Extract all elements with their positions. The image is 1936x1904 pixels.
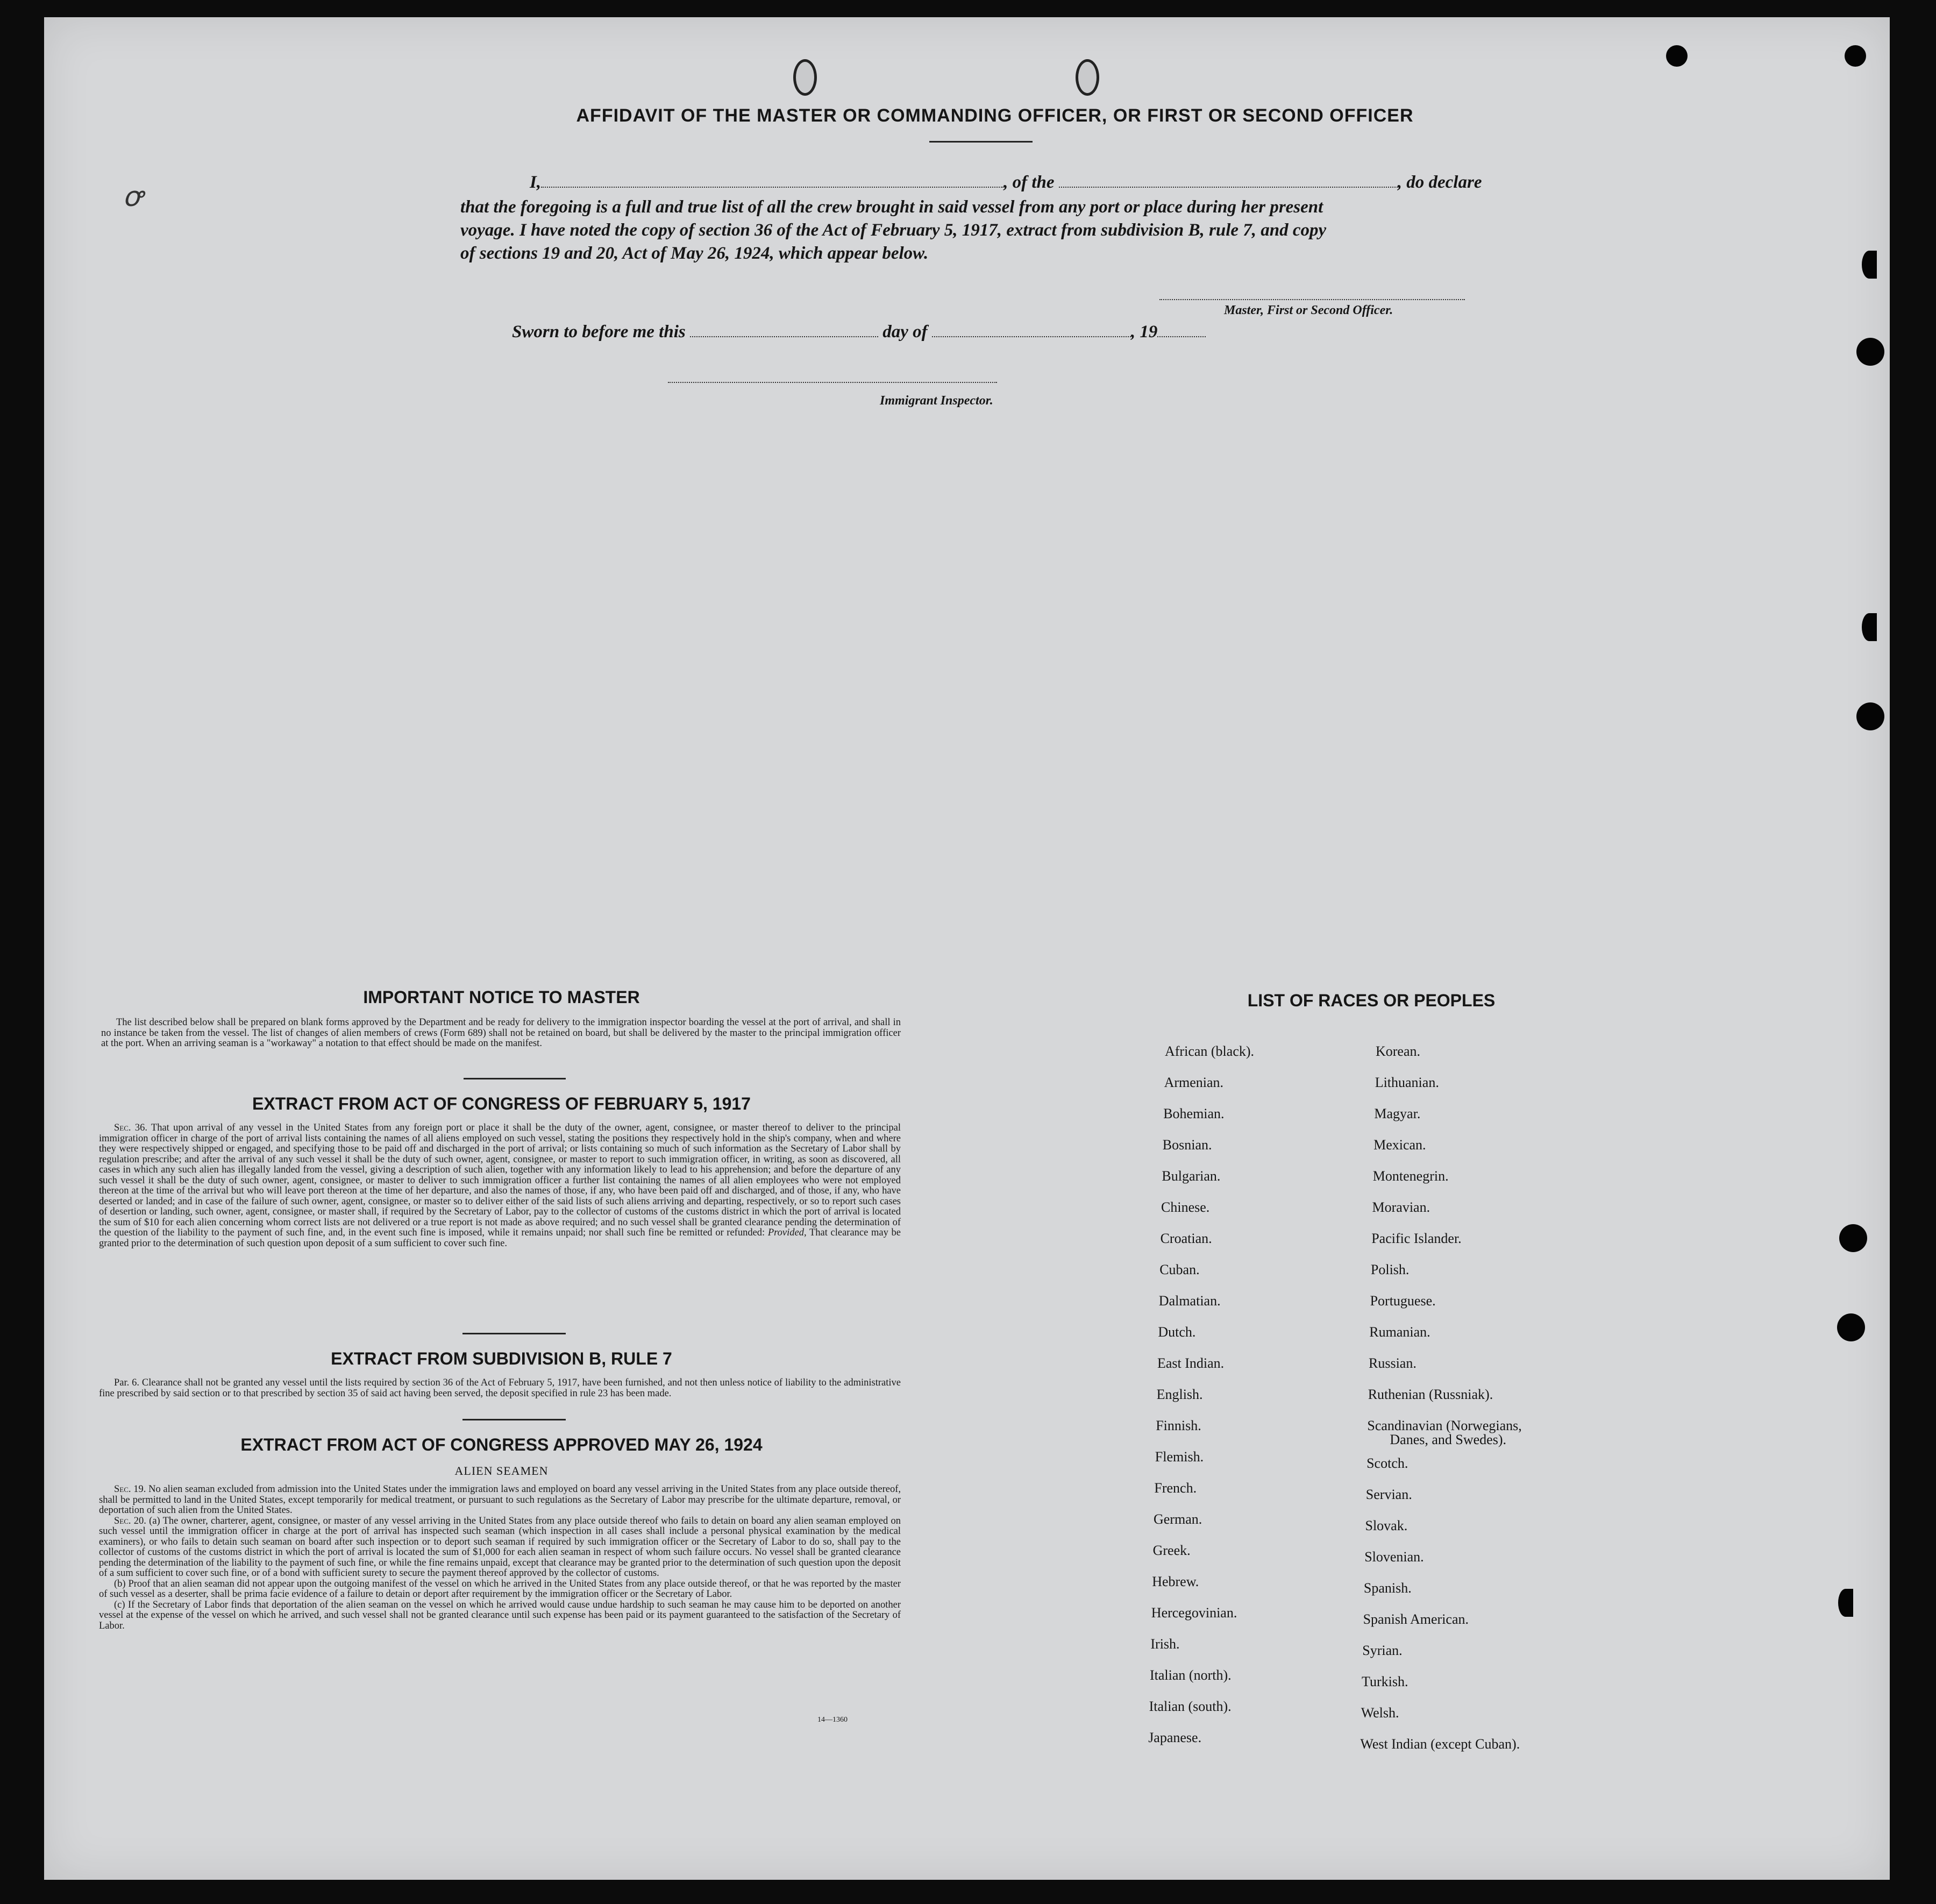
race-item: Flemish. [1155, 1449, 1204, 1465]
race-item: Pacific Islander. [1371, 1231, 1462, 1246]
race-item: Spanish. [1363, 1580, 1412, 1596]
race-item: Rumanian. [1369, 1324, 1430, 1340]
race-item: Armenian. [1164, 1075, 1224, 1090]
race-item: Slovak. [1365, 1518, 1408, 1533]
notice-title: IMPORTANT NOTICE TO MASTER [363, 987, 640, 1007]
race-item: Hebrew. [1152, 1574, 1199, 1589]
alien-seamen-subtitle: ALIEN SEAMEN [454, 1464, 549, 1477]
race-item: Korean. [1376, 1043, 1421, 1059]
race-item: Chinese. [1161, 1199, 1210, 1215]
extract-1924-text [99, 1484, 901, 1631]
inspector-signature-line[interactable] [668, 382, 997, 383]
master-signature-label: Master, First or Second Officer. [1224, 303, 1393, 317]
race-item: Irish. [1150, 1636, 1180, 1652]
day-of-label: day of [882, 322, 928, 342]
affidavit-line-2: voyage. I have noted the copy of section 36 of the Act of February 5, 1917, extract from subdivision B, rule 7, and copy [460, 221, 1327, 240]
race-item: English. [1156, 1387, 1203, 1402]
race-item: West Indian (except Cuban). [1360, 1736, 1520, 1752]
race-item: Italian (south). [1149, 1699, 1232, 1714]
punch-hole [1666, 45, 1688, 67]
sec20-label: Sec. 20. [114, 1515, 146, 1526]
race-item: Portuguese. [1370, 1293, 1436, 1309]
race-item: East Indian. [1157, 1355, 1225, 1371]
sec20b-text: (b) Proof that an alien seaman did not appear upon the outgoing manifest of the vessel on which he arrived in the United States from any place outside thereof, or that he was reported by the master of such vessel as a deserter, shall be prima facie evidence of a failure to detain or deport after requirement by the immigration officer or the Secretary of Labor. [99, 1578, 901, 1600]
race-item: Russian. [1369, 1355, 1417, 1371]
race-item: Bulgarian. [1162, 1168, 1221, 1184]
race-item: Servian. [1365, 1487, 1412, 1502]
affidavit-line-1: that the foregoing is a full and true list of all the crew brought in said vessel from any port or place during her present [460, 197, 1323, 217]
race-item: Mexican. [1373, 1137, 1426, 1153]
affidavit-title: AFFIDAVIT OF THE MASTER OR COMMANDING OFFICER, OR FIRST OR SECOND OFFICER [576, 105, 1414, 126]
notice-paragraph: The list described below shall be prepared on blank forms approved by the Department and be ready for delivery to the immigration inspector boarding the vessel at the port of arrival, and shall in no instance be taken from the vessel. The list of changes of alien members of crews (Form 689) shall not be retained on board, but shall be delivered by the master to the principal immigration officer at the port. When an arriving seaman is a "workaway" a notation to that effect should be made on the manifest. [101, 1017, 901, 1049]
bleed-through [636, 426, 1819, 1071]
punch-hole [1838, 1589, 1853, 1617]
binder-ring-left [793, 59, 817, 96]
title-rule [929, 141, 1033, 143]
race-item: Bosnian. [1162, 1137, 1212, 1153]
rule7-title: EXTRACT FROM SUBDIVISION B, RULE 7 [331, 1349, 672, 1368]
race-item: Lithuanian. [1375, 1075, 1439, 1090]
race-item: Hercegovinian. [1151, 1605, 1237, 1621]
i-label: I, [530, 173, 542, 192]
sec36-label: Sec. 36. [114, 1122, 147, 1133]
year-prefix: , 19 [1130, 322, 1158, 342]
form-number: 14—1360 [817, 1716, 848, 1724]
race-item: Dalmatian. [1158, 1293, 1221, 1309]
race-item: Magyar. [1374, 1106, 1421, 1121]
races-title: LIST OF RACES OR PEOPLES [1247, 991, 1496, 1010]
name-blank[interactable] [541, 187, 1003, 188]
sec19-label: Sec. 19. [114, 1484, 146, 1495]
race-item: Bohemian. [1163, 1106, 1225, 1121]
race-item: Italian (north). [1150, 1667, 1232, 1683]
inspector-label: Immigrant Inspector. [880, 394, 993, 408]
punch-hole [1837, 1313, 1865, 1341]
extract-1917-text [99, 1123, 901, 1249]
punch-hole [1856, 338, 1884, 366]
race-item: Cuban. [1159, 1262, 1200, 1277]
affidavit-body [460, 196, 1557, 265]
race-item: Ruthenian (Russniak). [1368, 1387, 1493, 1402]
race-item: German. [1154, 1511, 1202, 1527]
race-item: Syrian. [1362, 1643, 1403, 1658]
race-item: Welsh. [1361, 1705, 1399, 1721]
rule7-paragraph: Par. 6. Clearance shall not be granted any vessel until the lists required by section 36 of the Act of February 5, 1917, have been furnished, and not then unless notice of liability to the administrative fine prescribed by said section or to that prescribed by section 35 of said act having been served, the deposit specified in rule 23 has been made. [99, 1377, 901, 1399]
sworn-line [512, 321, 1206, 344]
sec19-text: No alien seaman excluded from admission into the United States under the immigration laws and employed on board any vessel arriving in the United States from any place outside thereof, shall be permitted to land in the United States, except temporarily for medical treatment, or pursuant to such regulations as the Secretary of Labor may prescribe for the ultimate departure, removal, or deportation of such alien from the United States. [99, 1484, 901, 1516]
punch-hole [1862, 251, 1877, 279]
sworn-label: Sworn to before me this [512, 322, 686, 342]
month-blank[interactable] [932, 336, 1131, 337]
punch-hole [1862, 613, 1877, 641]
extract-1924-title: EXTRACT FROM ACT OF CONGRESS APPROVED MAY 26, 1924 [240, 1435, 763, 1454]
proviso-label: Provided, [767, 1227, 807, 1238]
affidavit-line-3: of sections 19 and 20, Act of May 26, 1924, which appear below. [460, 244, 929, 263]
race-item: Dutch. [1158, 1324, 1196, 1340]
of-the-label: , of the [1003, 173, 1055, 192]
vessel-blank[interactable] [1059, 187, 1398, 188]
divider [462, 1333, 566, 1334]
sworn-day-blank[interactable] [690, 336, 878, 337]
proviso-text: That clearance may be granted prior to the determination of such question upon deposit of a sum sufficient to cover such fine. [99, 1227, 901, 1249]
race-item: Slovenian. [1364, 1549, 1424, 1565]
margin-mark: ꝍ [123, 182, 142, 212]
notice-text [101, 1018, 901, 1049]
sec20a-text: (a) The owner, charterer, agent, consignee, or master of any vessel arriving in the United States from any place outside thereof who fails to detain on board any alien seaman employed on such vessel until the immigration officer in charge at the port of arrival has inspected such seaman (which inspection in all cases shall include a personal physical examination by the medical examiners), or who fails to detain such seaman on board after such inspection or to deport such seaman if required by such immigration officer or the Secretary of Labor to do so, shall pay to the collector of customs of the customs district in which the port of arrival is located the sum of $1,000 for each alien seaman in respect of whom such failure occurs. No vessel shall be granted clearance pending the determination of the liability to the payment of such fine, or while the fine remains unpaid, except that clearance may be granted prior to the determination of such question upon the deposit of a sum sufficient to cover such fine, or of a bond with sufficient surety to secure the payment thereof approved by the collector of customs. [99, 1515, 901, 1579]
race-item: Greek. [1152, 1543, 1191, 1558]
divider [462, 1419, 566, 1420]
race-item: Polish. [1370, 1262, 1410, 1277]
year-blank[interactable] [1157, 336, 1206, 337]
sec20c-text: (c) If the Secretary of Labor finds that deportation of the alien seaman on the vessel on which he arrived would cause undue hardship to such seaman he may cause him to be deported on another vessel at the expense of the vessel on which he arrived, and such vessel shall not be granted clearance until such expense has been paid or its payment guaranteed to the satisfaction of the Secretary of Labor. [99, 1599, 901, 1631]
race-item: Turkish. [1362, 1674, 1408, 1689]
race-item: African (black). [1165, 1043, 1255, 1059]
affidavit-first-line [530, 171, 1482, 194]
race-item: Moravian. [1372, 1199, 1430, 1215]
punch-hole [1856, 702, 1884, 730]
race-item: Japanese. [1148, 1730, 1202, 1745]
master-signature-line[interactable] [1159, 299, 1465, 300]
race-item: Croatian. [1160, 1231, 1212, 1246]
race-item: Spanish American. [1363, 1611, 1469, 1627]
race-item: Scandinavian (Norwegians, [1367, 1418, 1522, 1433]
do-declare-label: , do declare [1397, 173, 1482, 192]
extract-1917-title: EXTRACT FROM ACT OF CONGRESS OF FEBRUARY 5, 1917 [252, 1094, 751, 1113]
sec36-text: That upon arrival of any vessel in the United States from any foreign port or place it shall be the duty of the owner, agent, consignee, or master thereof to deliver to the principal immigration officer in charge of the port of arrival lists containing the names of all aliens employed on such vessel, stating the positions they respectively hold in the ship's company, when and where they were respectively shipped or engaged, and specifying those to be paid off and discharged in the port of arrival; or lists containing so much of such information as the Secretary of Labor shall by regulation prescribe; and after the arrival of any such vessel it shall be the duty of such owner, agent, consignee, or master to report to such immigration officer, in writing, as soon as discovered, all cases in which any such alien has illegally landed from the vessel, giving a description of such alien, together with any information likely to lead to his apprehension; and before the departure of any such vessel it shall be the duty of such owner, agent, consignee, or master to deliver to such immigration officer a further list containing the names of all alien employees who were not employed thereon at the time of the arrival but who will leave port thereon at the time of her departure, and also the names of those, if any, who have been paid off and discharged, and of those, if any, who have deserted or landed; and in case of the failure of such owner, agent, consignee, or master so to deliver either of the said lists of such aliens arriving and departing, respectively, or so to report such cases of desertion or landing, such owner, agent, consignee, or master shall, if required by the Secretary of Labor, pay to the collector of customs of the customs district in which the port of arrival is located the sum of $10 for each alien concerning whom correct lists are not delivered or a true report is not made as above required; and no such vessel shall be granted clearance pending the determination of the question of the liability to the payment of such fine, and, in the event such fine is imposed, while it remains unpaid; nor shall such fine be remitted or refunded: [99, 1122, 901, 1238]
punch-hole [1845, 45, 1866, 67]
binder-ring-right [1076, 59, 1099, 96]
race-item: Scotch. [1366, 1455, 1408, 1471]
divider [464, 1078, 566, 1079]
race-item: French. [1154, 1480, 1197, 1496]
race-item-continuation: Danes, and Swedes). [1390, 1432, 1506, 1447]
punch-hole [1839, 1224, 1867, 1252]
rule7-text [99, 1378, 901, 1399]
race-item: Montenegrin. [1372, 1168, 1449, 1184]
race-item: Finnish. [1156, 1418, 1201, 1433]
